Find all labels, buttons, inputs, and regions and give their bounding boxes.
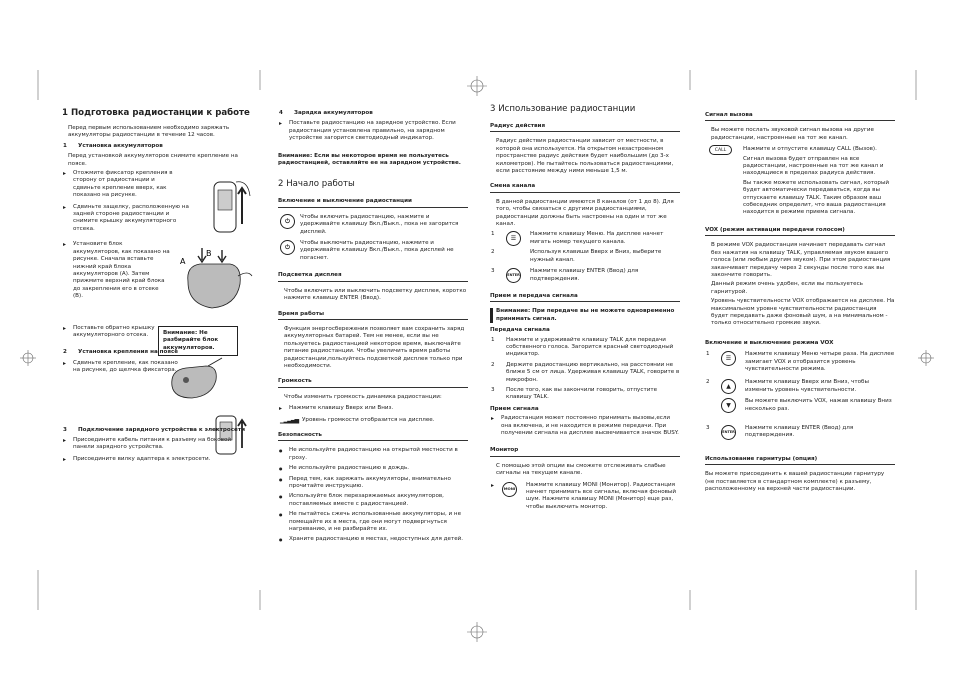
section-title-preparation: 1 Подготовка радиостанции к работе xyxy=(62,108,250,118)
safety-item: ● Не используйте радиостанцию на открытой местности в грозу. xyxy=(278,447,468,462)
call-icon: CALL xyxy=(709,145,732,155)
up-arrow-icon: ▲ xyxy=(721,379,736,394)
step-number: 2 xyxy=(706,379,710,386)
safety-item: ● Перед тем, как заряжать аккумуляторы, внимательно прочитайте инструкцию. xyxy=(278,476,468,491)
bullet-adapter: ▸ Присоедините вилку адаптера к электросети. xyxy=(62,456,252,463)
warning-tx: Внимание: При передаче вы не можете одновременно принимать сигнал. xyxy=(490,308,680,323)
subheading-monitor: Монитор xyxy=(490,447,680,456)
step-number: 1 xyxy=(63,142,67,149)
headset-text: Вы можете присоединить к вашей радиостанции гарнитуру (не поставляется в стандартном комплекте) к разъему, расположенному на верхней части радиостанции. xyxy=(705,471,885,493)
enter-icon: ENTER xyxy=(506,268,521,283)
step-title-batteries: Установка аккумуляторов xyxy=(78,142,163,149)
subheading-receive: Прием сигнала xyxy=(490,405,539,412)
monitor-step: Нажмите клавишу MONI (Монитор). Радиостанция начнет принимать все сигналы, включая фоновый шум. Нажмите клавишу MONI (Монитор) еще раз, чтобы выключить монитор. xyxy=(526,481,676,510)
subheading-backlight: Подсветка дисплея xyxy=(278,272,468,281)
step-title-charger: Подключение зарядного устройства к электросети xyxy=(78,426,245,433)
step-number: 1 xyxy=(706,351,710,358)
vox-text: В режиме VOX радиостанция начинает передавать сигнал без нажатия на клавишу TALK, управляемая звуком вашего голоса (или любым другим звуком). При этом радиостанция заканчивает передачу через 2 секунды после того как вы закончите говорить. xyxy=(711,242,891,278)
runtime-text: Функция энергосбережения позволяет вам сохранить заряд аккумуляторных батарей. Тем не менее, если вы не пользуетесь радиостанцией некоторое время, выключайте питание радиостанции. Чтобы увеличить время работы радиостанции,пользуйтесь подсветкой дисплея только при необходимости. xyxy=(284,325,465,369)
intro-text: Перед первым использованием необходимо заряжать аккумуляторы радиостанции в течение 12 часов. xyxy=(68,125,230,139)
subheading-headset: Использование гарнитуры (опция) xyxy=(705,456,895,465)
channel-step-1: Нажмите клавишу Меню. На дисплее начнет мигать номер текущего канала. xyxy=(530,231,664,245)
power-off-text: Чтобы выключить радиостанцию, нажмите и удерживайте клавишу Вкл./Выкл., пока дисплей не погаснет. xyxy=(300,240,454,261)
call-text: Вы можете послать звуковой сигнал вызова на другие радиостанции, настроенные на тот же канал. xyxy=(711,127,874,141)
call-step: Нажмите и отпустите клавишу CALL (Вызов). xyxy=(743,146,877,153)
channel-step-2: Используя клавиши Вверх и Вниз, выберите нужный канал. xyxy=(530,249,662,263)
volume-step-1: ▸ Нажмите клавишу Вверх или Вниз. xyxy=(278,405,468,412)
range-text: Радиус действия радиостанции зависит от местности, в которой она используется. На открытом незастроенном пространстве радиус действия будет наибольшим (до 3-х километров). Не пытайтесь пользоваться радиостанциями, если расстояние между ними меньше 1,5 м. xyxy=(496,138,674,175)
bullet-charging: ▸ Поставьте радиостанцию на зарядное устройство. Если радиостанция установлена правильно, на зарядном устройстве загорится светодиодный индикатор. xyxy=(278,120,468,142)
moni-icon: ▸ MONI xyxy=(502,482,517,497)
vox-text-3: Уровень чувствительности VOX отображается на дисплее. На максимальном уровне чувствительности радиостанция будет передавать даже фоновый шум, а на минимальном - только относительно громкие звуки. xyxy=(711,298,895,327)
transmit-step-1: Нажмите и удерживайте клавишу TALK для передачи собственного голоса. Загорится красный светодиодный индикатор. xyxy=(506,336,674,358)
vox-step-1: Нажмите клавишу Меню четыре раза. На дисплее замигает VOX и отобразится уровень чувствительности режима. xyxy=(745,351,895,372)
step-number: 3 xyxy=(491,268,495,275)
subheading-power: Включение и выключение радиостанции xyxy=(278,198,468,207)
backlight-text: Чтобы включить или выключить подсветку дисплея, коротко нажмите клавишу ENTER (Ввод). xyxy=(284,287,467,302)
subheading-vox: VOX (режим активации передачи голосом) xyxy=(705,227,895,236)
belt-clip-illustration xyxy=(208,176,258,236)
bullet-belt: ▸ Сдвиньте крепление, как показано на рисунке, до щелчка фиксатора. xyxy=(62,360,182,375)
step-number: 2 xyxy=(491,249,495,256)
channel-text: В данной радиостанции имеются 8 каналов (от 1 до 8). Для того, чтобы связаться с другими радиостанциями, радиостанции должны быть настроены на один и тот же канал. xyxy=(496,198,674,228)
monitor-text: С помощью этой опции вы сможете отслеживать слабые сигналы на текущем канале. xyxy=(496,462,666,477)
step-number: 3 xyxy=(63,426,67,433)
bullet-cover: ▸ Поставьте обратно крышку аккумуляторного отсека. xyxy=(62,325,162,340)
power-icon: ⏻ xyxy=(280,214,295,229)
safety-item: ● Храните радиостанцию в местах, недоступных для детей. xyxy=(278,536,468,543)
step-number: 4 xyxy=(279,110,283,116)
section-title-use: 3 Использование радиостанции xyxy=(490,104,636,114)
call-auto-info: Вы также можете использовать сигнал, который будет автоматически передаваться, когда вы отпускаете клавишу TALK. Таким образом ваш собеседник определит, что ваша радиостанция находится в режиме приема сигнала. xyxy=(743,179,890,216)
figure-label-a: A xyxy=(180,257,186,266)
subheading-vox-toggle: Включение и выключение режима VOX xyxy=(705,339,834,346)
battery-install-illustration xyxy=(178,246,254,312)
transmit-step-3: После того, как вы закончили говорить, отпустите клавишу TALK. xyxy=(506,386,658,401)
column-2 xyxy=(278,110,468,547)
subheading-call: Сигнал вызова xyxy=(705,112,895,121)
subheading-volume: Громкость xyxy=(278,378,468,387)
subheading-safety: Безопасность xyxy=(278,432,468,441)
vox-text-2: Данный режим очень удобен, если вы пользуетесь гарнитурой. xyxy=(711,281,863,295)
column-1 xyxy=(62,104,252,467)
power-on-text: Чтобы включить радиостанцию, нажмите и удерживайте клавишу Вкл./Выкл., пока не загорится дисплей. xyxy=(300,213,459,235)
volume-text: Чтобы изменить громкость динамика радиостанции: xyxy=(284,393,442,400)
call-info: Сигнал вызова будет отправлен на все радиостанции, настроенные на тот же канал и находящиеся в пределах радиуса действия. xyxy=(743,155,884,177)
transmit-step-2: Держите радиостанцию вертикально, на расстоянии не ближе 5 см от лица. Удерживая клавишу TALK, говорите в микрофон. xyxy=(506,361,680,383)
figure-label-b: B xyxy=(206,249,212,258)
menu-icon: ☰ xyxy=(721,351,736,366)
step-title-belt: Установка крепления на поясе xyxy=(78,349,179,356)
vox-step-2: Нажмите клавишу Вверх или Вниз, чтобы изменить уровень чувствительности. xyxy=(745,379,869,393)
vox-step-3: Нажмите клавишу ENTER (Ввод) для подтверждения. xyxy=(745,425,854,439)
step-title-charging: Зарядка аккумуляторов xyxy=(294,110,373,116)
menu-icon: ☰ xyxy=(506,231,521,246)
warning-battery: Внимание: Не разбирайте блок аккумуляторов. xyxy=(158,326,238,356)
step-number: 1 xyxy=(491,231,495,238)
subheading-tx-rx: Прием и передача сигнала xyxy=(490,293,680,302)
vox-step-2b: Вы можете выключить VOX, нажав клавишу Вниз несколько раз. xyxy=(745,398,892,412)
channel-step-3: Нажмите клавишу ENTER (Ввод) для подтверждения. xyxy=(530,268,639,282)
subheading-range: Радиус действия xyxy=(490,123,680,132)
bullet-cable: ▸ Присоедините кабель питания к разъему на боковой панели зарядного устройства. xyxy=(62,437,252,452)
warning-charging: Внимание: Если вы некоторое время не пользуетесь радиостанцией, оставляйте ее на зарядном устройстве. xyxy=(278,152,461,167)
column-4 xyxy=(705,112,895,495)
subheading-runtime: Время работы xyxy=(278,311,468,320)
safety-item: ● Используйте блок перезаряжаемых аккумуляторов, поставляемых вместе с радиостанцией. xyxy=(278,493,468,508)
enter-icon: ENTER xyxy=(721,425,736,440)
volume-bars-icon: ▁▂▃▄▅ xyxy=(280,416,299,424)
down-arrow-icon: ▼ xyxy=(721,398,736,413)
step-number: 2 xyxy=(63,349,67,356)
safety-item: ● Не используйте радиостанцию в дождь. xyxy=(278,465,468,472)
power-icon: ⏻ xyxy=(280,240,295,255)
safety-item: ● Не пытайтесь сжечь использованные аккумуляторы, и не помещайте их в места, где они могут подвергнуться нагреванию, и не разбирайте их. xyxy=(278,511,468,533)
subheading-transmit: Передача сигнала xyxy=(490,327,550,334)
step-number: 3 xyxy=(706,425,710,431)
subheading-channel: Смена канала xyxy=(490,183,680,192)
receive-text: ▸ Радиостанция может постоянно принимать вызовы,если она включена, и не находится в режиме передачи. При получении сигнала на дисплее высвечивается значок BUSY. xyxy=(490,415,680,437)
section-title-start: 2 Начало работы xyxy=(278,179,355,190)
bullet-clip: ▸ Отожмите фиксатор крепления в сторону от радиостанции и сдвиньте крепление вверх, как показано на рисунке. xyxy=(62,170,180,200)
column-3: 3 Использование радиостанции Радиус действия Радиус действия радиостанции зависит от местности, в которой она используется. На открытом незастроенном пространстве радиус действия будет наибольшим (до 3-х километров). Не пытайтесь пользоваться радиостанциями, если расстояние между ними меньше 1,5 м. Смена канала В данной радиостанции имеются 8 каналов (от 1 до 8). Для того, чтобы связаться с другими радиостанциями, радиостанции должны быть настроены на один и тот же канал. 1 ☰ Нажмите клавишу Меню. На дисплее начнет мигать номер текущего канала. 2 Используя клавиши Вверх и Вниз, выберите нужный канал. 3 ENTER Нажмите клавишу ENTER (Ввод) для подтверждения. Прием и передача сигнала Внимание: При передаче вы не можете одновременно принимать сигнал. Передача сигнала 1 Нажмите и удерживайте клавишу TALK для передачи собственного голоса. Загорится красный светодиодный индикатор. 2 Держите радиостанцию вертикально, на расстоянии не ближе 5 см от лица. Удерживая клавишу TALK, говорите в микрофон. 3 После того, как вы закончили говорить, отпустите клавишу TALK. Прием сигнала ▸ Радиостанция может постоянно принимать вызовы,если она включена, и не находится в режиме передачи. При получении сигнала на дисплее высвечивается значок BUSY. Монитор С помощью этой опции вы сможете отслеживать слабые сигналы на текущем канале. ▸ MONI Нажмите клавишу MONI (Монитор). Радиостанция начнет принимать все сигналы, включая фоновый шум. Нажмите клавишу MONI (Монитор) еще раз, чтобы выключить монитор. xyxy=(490,104,680,515)
bullet-latch: ▸ Сдвиньте защелку, расположенную на задней стороне радиостанции и снимите крышку аккумуляторного отсека. xyxy=(62,204,190,234)
batteries-text: Перед установкой аккумуляторов снимите крепление на поясе. xyxy=(68,153,238,167)
bullet-install-battery: ▸ Установите блок аккумуляторов, как показано на рисунке. Сначала вставьте нижний край блока аккумуляторов (A). Затем прижмите верхний край блока до закрепления его в отсеке (B). xyxy=(62,241,170,300)
volume-step-2: Уровень громкости отобразится на дисплее. xyxy=(302,416,435,423)
